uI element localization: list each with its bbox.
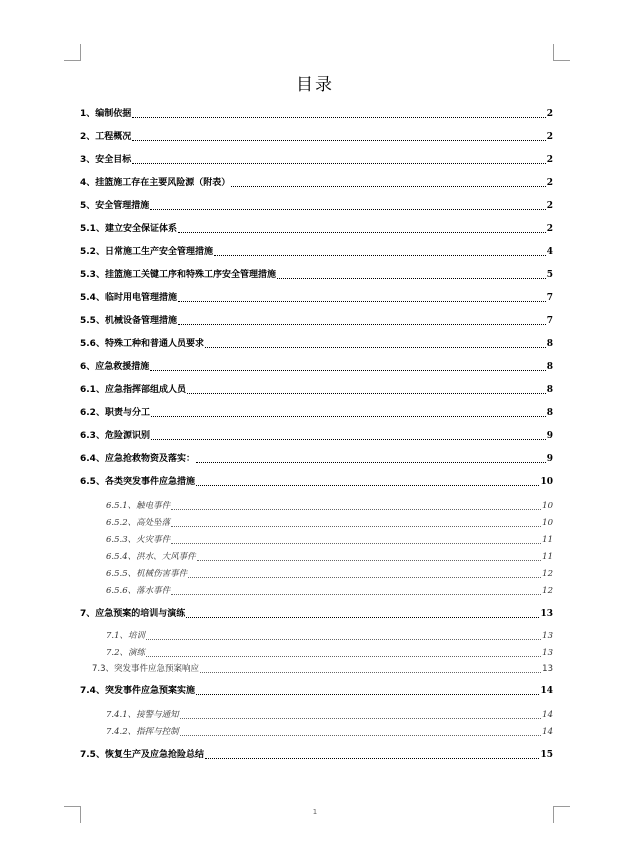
toc-entry[interactable] — [80, 748, 553, 762]
toc-entry-page: 10 — [542, 518, 553, 528]
toc-entry[interactable] — [80, 684, 553, 698]
toc-entry-page: 14 — [540, 686, 553, 696]
toc-leader-dots — [196, 694, 540, 695]
toc-entry-page: 2 — [546, 109, 553, 119]
toc-entry[interactable] — [106, 584, 553, 598]
toc-leader-dots — [171, 526, 541, 527]
toc-entry-label: 6.4、应急抢救物资及落实： — [80, 454, 195, 464]
toc-entry[interactable] — [80, 406, 553, 420]
toc-entry[interactable] — [80, 383, 553, 397]
toc-entry-label: 2、工程概况 — [80, 132, 132, 142]
toc-leader-dots — [180, 718, 542, 719]
toc-entry-label: 7.4、突发事件应急预案实施 — [80, 686, 195, 696]
toc-leader-dots — [150, 209, 545, 210]
toc-entry-label: 7.4.1、接警与通知 — [106, 710, 179, 720]
toc-entry[interactable] — [80, 107, 553, 121]
toc-entry-label: 5.6、特殊工种和普通人员要求 — [80, 339, 204, 349]
toc-entry-label: 7.2、演练 — [106, 648, 146, 658]
toc-entry-page: 15 — [540, 750, 553, 760]
toc-entry-page: 2 — [546, 155, 553, 165]
toc-entry-label: 5.4、临时用电管理措施 — [80, 293, 177, 303]
toc-entry-label: 6.5.6、落水事件 — [106, 586, 171, 596]
toc-leader-dots — [151, 416, 546, 417]
toc-leader-dots — [188, 577, 541, 578]
toc-leader-dots — [200, 672, 541, 673]
toc-entry[interactable] — [106, 516, 553, 530]
toc-leader-dots — [187, 393, 546, 394]
toc-leader-dots — [196, 462, 546, 463]
toc-entry-label: 6.1、应急指挥部组成人员 — [80, 385, 186, 395]
toc-entry[interactable] — [80, 268, 553, 282]
toc-entry-page: 8 — [546, 385, 553, 395]
toc-entry-page: 8 — [546, 362, 553, 372]
toc-entry-label: 6.5.1、触电事件 — [106, 501, 171, 511]
table-of-contents — [80, 0, 553, 858]
toc-leader-dots — [180, 735, 542, 736]
toc-entry-page: 10 — [540, 477, 553, 487]
toc-entry-label: 5.1、建立安全保证体系 — [80, 224, 177, 234]
toc-leader-dots — [231, 186, 545, 187]
toc-leader-dots — [171, 594, 541, 595]
toc-entry-label: 3、安全目标 — [80, 155, 132, 165]
page-number: 1 — [312, 808, 318, 816]
toc-entry[interactable] — [80, 314, 553, 328]
toc-entry[interactable] — [92, 662, 553, 676]
toc-entry[interactable] — [80, 153, 553, 167]
toc-entry-page: 11 — [542, 535, 553, 545]
toc-entry-page: 13 — [542, 631, 553, 641]
toc-entry[interactable] — [106, 533, 553, 547]
toc-entry-label: 6.5.5、机械伤害事件 — [106, 569, 188, 579]
toc-entry-label: 5.5、机械设备管理措施 — [80, 316, 177, 326]
toc-entry-label: 6.3、危险源识别 — [80, 431, 150, 441]
toc-entry-label: 7、应急预案的培训与演练 — [80, 609, 186, 619]
page-title: 目录 — [296, 75, 334, 95]
toc-leader-dots — [132, 117, 545, 118]
toc-leader-dots — [171, 543, 541, 544]
toc-leader-dots — [178, 301, 546, 302]
toc-entry-label: 6.5.3、火灾事件 — [106, 535, 171, 545]
toc-entry[interactable] — [80, 176, 553, 190]
toc-entry-page: 9 — [546, 454, 553, 464]
toc-entry[interactable] — [80, 607, 553, 621]
toc-entry-page: 8 — [546, 408, 553, 418]
toc-entry-page: 13 — [542, 648, 553, 658]
toc-leader-dots — [151, 439, 546, 440]
toc-entry-page: 13 — [542, 664, 553, 674]
toc-entry-label: 6.5.4、洪水、大风事件 — [106, 552, 196, 562]
toc-entry[interactable] — [106, 708, 553, 722]
toc-leader-dots — [205, 758, 540, 759]
toc-entry-page: 10 — [542, 501, 553, 511]
toc-entry-label: 6.2、职责与分工 — [80, 408, 150, 418]
toc-entry-page: 12 — [542, 569, 553, 579]
toc-leader-dots — [146, 639, 541, 640]
toc-entry-label: 6、应急救援措施 — [80, 362, 150, 372]
toc-leader-dots — [132, 163, 545, 164]
toc-leader-dots — [196, 485, 540, 486]
toc-entry-page: 4 — [546, 247, 553, 257]
toc-entry[interactable] — [106, 499, 553, 513]
toc-leader-dots — [197, 560, 542, 561]
toc-entry-page: 11 — [542, 552, 553, 562]
toc-entry-label: 6.5.2、高处坠落 — [106, 518, 171, 528]
toc-leader-dots — [150, 370, 545, 371]
toc-entry[interactable] — [106, 550, 553, 564]
toc-entry[interactable] — [80, 291, 553, 305]
toc-entry[interactable] — [80, 222, 553, 236]
toc-entry-label: 5.3、挂篮施工关键工序和特殊工序安全管理措施 — [80, 270, 276, 280]
toc-entry-page: 8 — [546, 339, 553, 349]
toc-leader-dots — [214, 255, 546, 256]
toc-entry[interactable] — [106, 567, 553, 581]
toc-entry-label: 7.1、培训 — [106, 631, 146, 641]
toc-entry-label: 5.2、日常施工生产安全管理措施 — [80, 247, 213, 257]
toc-leader-dots — [178, 232, 546, 233]
toc-entry[interactable] — [80, 199, 553, 213]
toc-entry-page: 9 — [546, 431, 553, 441]
toc-entry-label: 5、安全管理措施 — [80, 201, 150, 211]
toc-entry-page: 14 — [542, 710, 553, 720]
toc-entry-label: 7.3、突发事件应急预案响应 — [92, 664, 200, 674]
toc-entry-page: 7 — [546, 316, 553, 326]
toc-leader-dots — [277, 278, 546, 279]
toc-entry-page: 12 — [542, 586, 553, 596]
toc-entry-page: 7 — [546, 293, 553, 303]
toc-entry[interactable] — [106, 629, 553, 643]
toc-leader-dots — [178, 324, 546, 325]
toc-entry[interactable] — [106, 646, 553, 660]
toc-entry-page: 2 — [546, 178, 553, 188]
toc-entry-page: 2 — [546, 224, 553, 234]
toc-entry-label: 6.5、各类突发事件应急措施 — [80, 477, 195, 487]
toc-entry-page: 5 — [546, 270, 553, 280]
toc-entry-page: 14 — [542, 727, 553, 737]
toc-entry[interactable] — [80, 429, 553, 443]
toc-entry-label: 7.5、恢复生产及应急抢险总结 — [80, 750, 204, 760]
toc-entry[interactable] — [80, 337, 553, 351]
toc-entry[interactable] — [80, 360, 553, 374]
toc-entry-label: 1、编制依据 — [80, 109, 132, 119]
toc-entry-page: 2 — [546, 132, 553, 142]
toc-leader-dots — [146, 656, 541, 657]
toc-leader-dots — [186, 617, 539, 618]
toc-entry[interactable] — [80, 245, 553, 259]
toc-entry-page: 13 — [540, 609, 553, 619]
toc-leader-dots — [205, 347, 546, 348]
toc-entry-page: 2 — [546, 201, 553, 211]
corner-mark-top-left — [64, 44, 81, 61]
toc-entry[interactable] — [80, 130, 553, 144]
corner-mark-top-right — [553, 44, 570, 61]
toc-leader-dots — [132, 140, 545, 141]
toc-leader-dots — [171, 509, 541, 510]
toc-entry-label: 7.4.2、指挥与控制 — [106, 727, 179, 737]
toc-entry[interactable] — [80, 475, 553, 489]
toc-entry-label: 4、挂篮施工存在主要风险源（附表） — [80, 178, 231, 188]
toc-entry[interactable] — [80, 452, 553, 466]
toc-entry[interactable] — [106, 725, 553, 739]
